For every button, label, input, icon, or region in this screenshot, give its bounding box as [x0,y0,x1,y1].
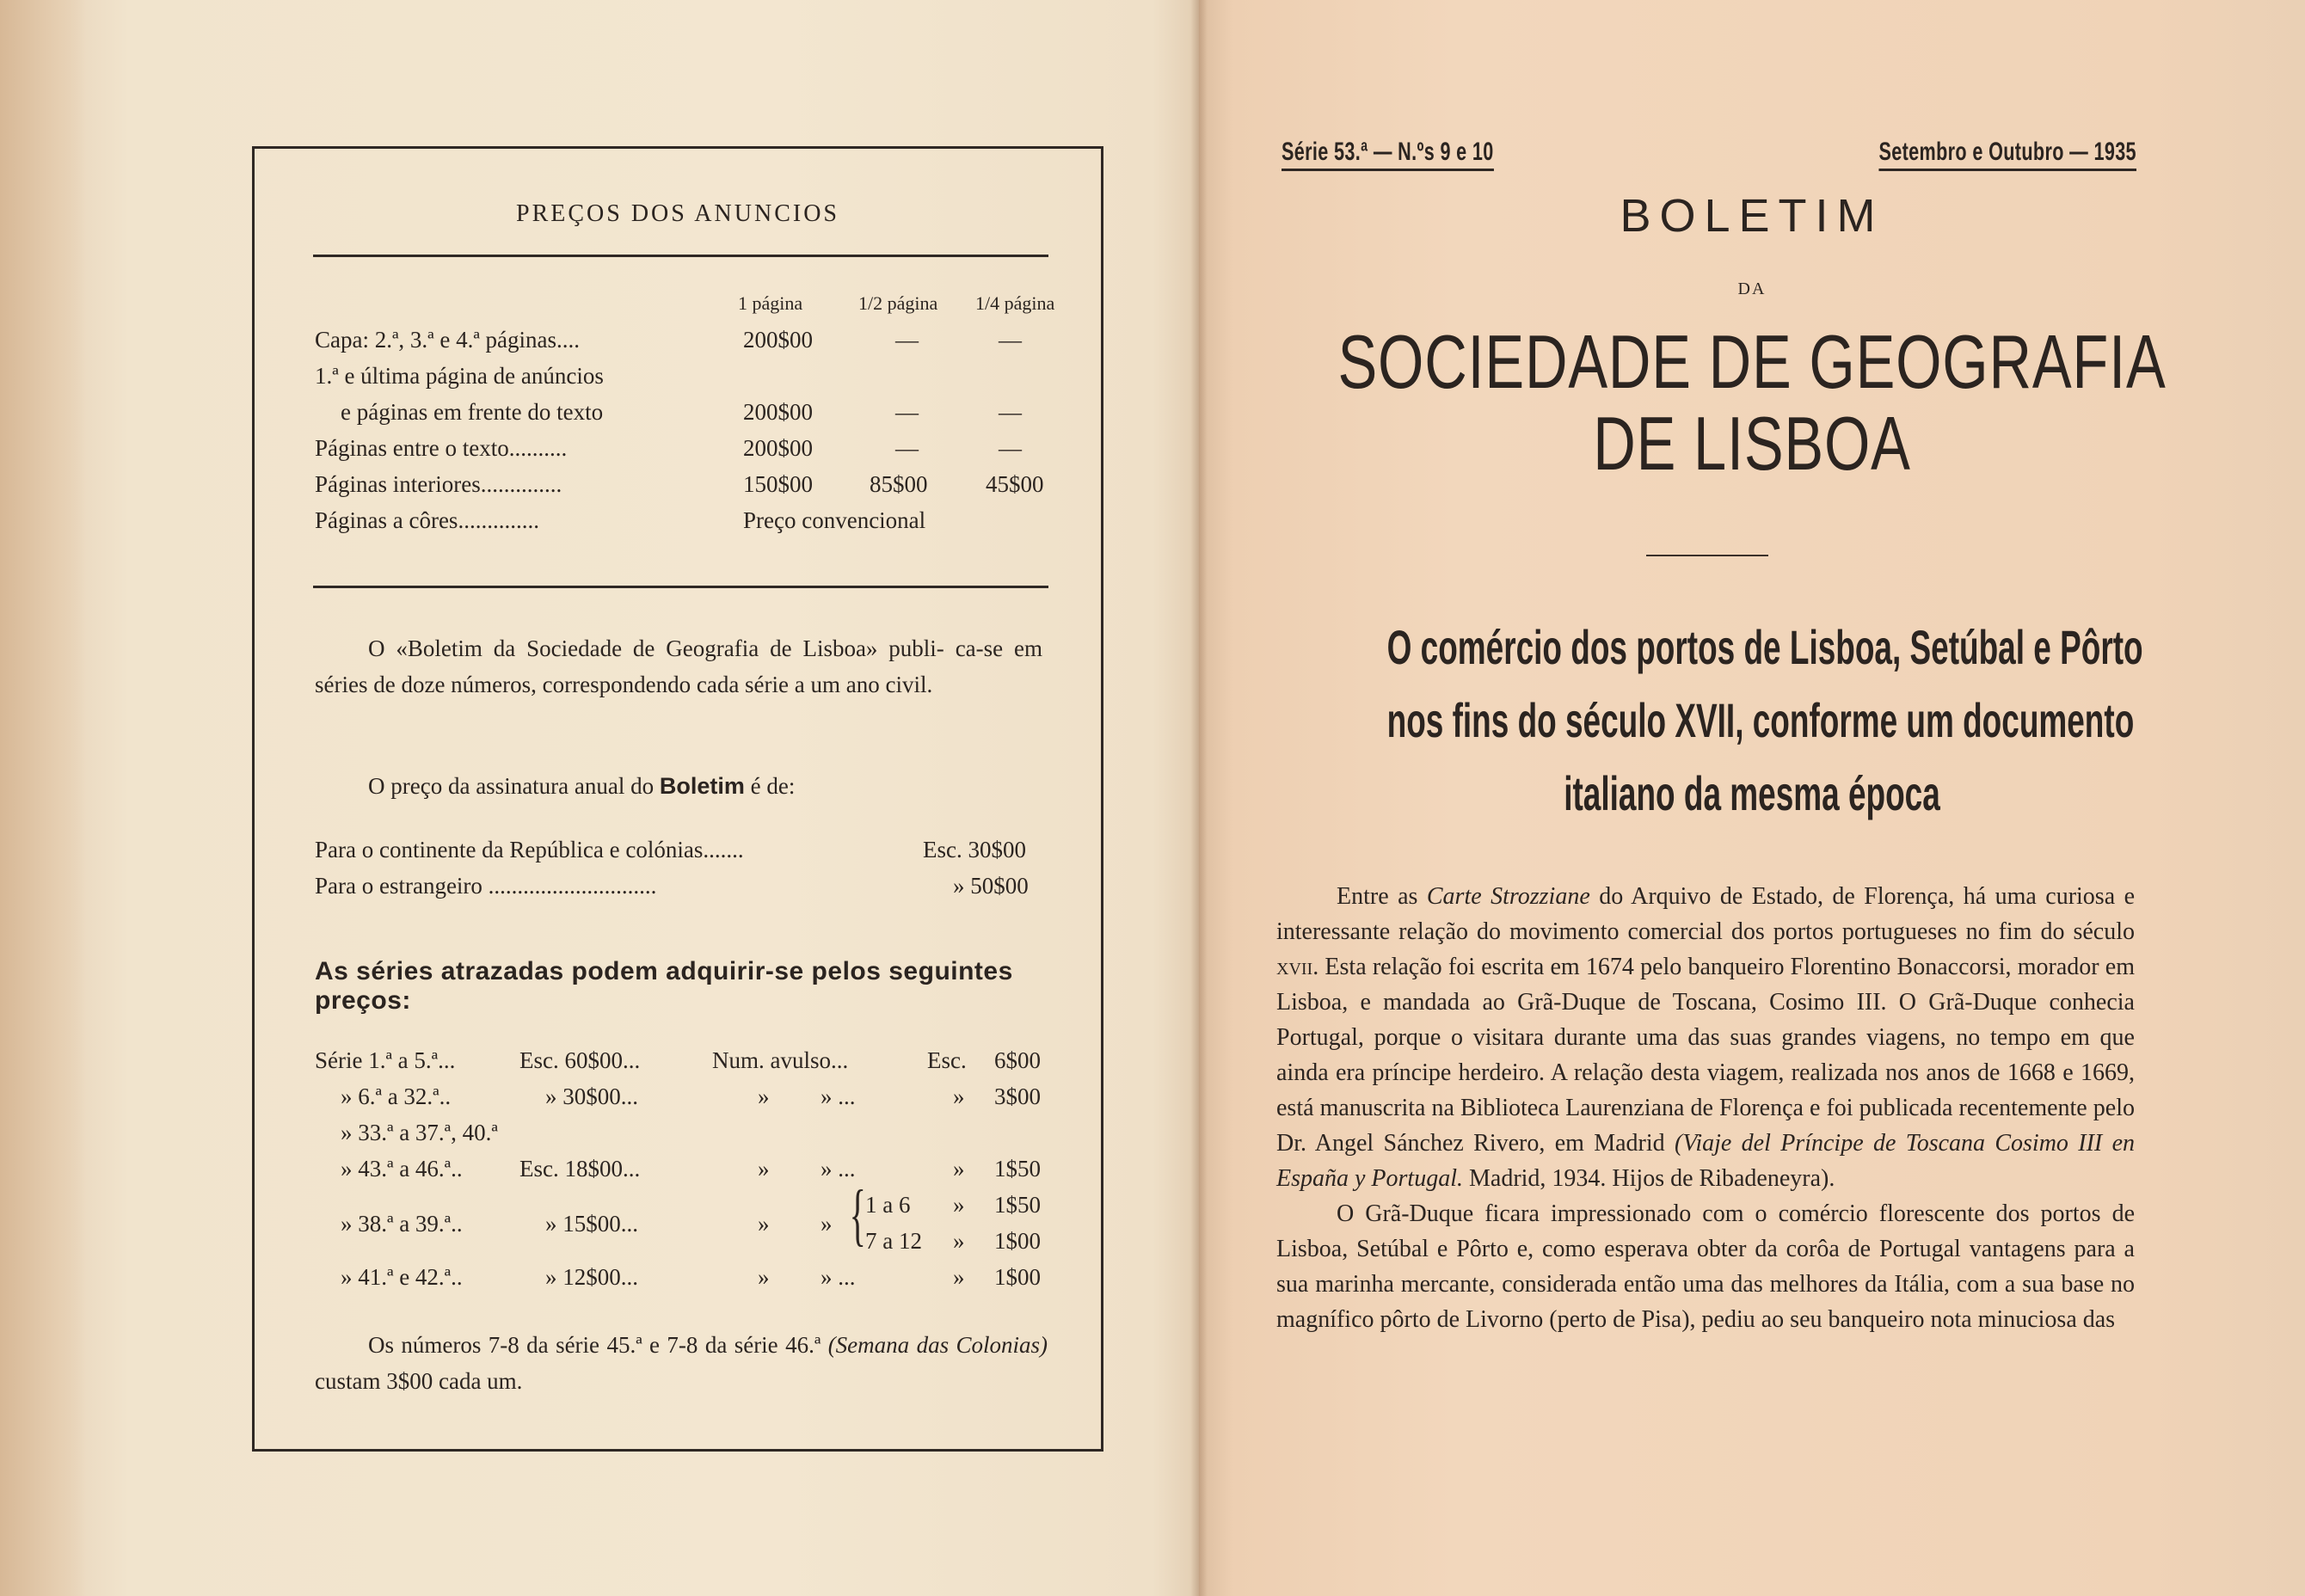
para-text: é de: [744,773,796,799]
advertising-prices-box [252,146,1103,1452]
footnote-italic: (Semana [827,1332,910,1358]
footnote-text: Os números 7-8 da série 45.ª e 7-8 da série 46.ª [368,1332,828,1358]
article-title-line3: italiano da mesma época [1564,766,1940,820]
body-smallcaps: xvii [1276,954,1313,980]
single-issue-price: 6$00 [994,1047,1041,1073]
society-name-line1: SOCIEDADE DE GEOGRAFIA [1337,319,2167,404]
para-line: a um ano civil. [794,672,933,697]
single-issue-label: Num. avulso... [712,1047,849,1073]
table-row [315,327,1072,361]
body-italic: (Viaje del Príncipe de Toscana Cosimo III en España y Portugal. [1276,1130,2135,1192]
prices-title: PREÇOS DOS ANUNCIOS [516,200,839,227]
series-price: Esc. 60$00... [519,1047,641,1073]
ditto: » [758,1264,770,1290]
footnote-paragraph [315,1327,1048,1399]
ditto: » [953,1083,965,1109]
series-range: Série 1.ª a 5.ª... [315,1047,456,1073]
subscription-row [315,837,1046,871]
issue-range: 1 a 6 [865,1192,911,1218]
ditto: » [953,1156,965,1182]
row-label: Páginas interiores.............. [315,471,562,497]
journal-connector: DA [1737,279,1767,298]
society-name-line2: DE LISBOA [1593,401,1911,486]
row-quarter-price: 45$00 [986,471,1044,497]
ditto: » [953,1264,965,1290]
row-half-price: — [895,327,919,353]
ditto: » [821,1211,833,1237]
ditto: » ... [821,1156,856,1182]
table-row [315,471,1072,506]
back-series-heading: As séries atrazadas podem adquirir-se pelos seguintes preços: [315,957,1013,1015]
ditto: » ... [821,1264,856,1290]
article-title-line1: O comércio dos portos de Lisboa, Setúbal e Pôrto [1386,620,2143,674]
single-issue-price: 1$00 [994,1264,1041,1290]
para-line: O «Boletim da Sociedade de Geografia de Lisboa» publi- [368,635,944,661]
ditto: » [953,1192,965,1218]
row-quarter-price: — [999,327,1022,353]
para-bold-text: Boletim [659,773,745,799]
subscription-price: » 50$00 [953,873,1029,899]
table-row [315,435,1072,470]
body-italic: Carte Strozziane [1426,883,1590,910]
subscription-paragraph [368,768,1056,804]
body-text: Entre as [1337,883,1427,910]
row-quarter-price: — [999,399,1022,425]
body-text: . Esta relação foi escrita em 1674 pelo banqueiro Florentino Bonaccorsi, morador em Lisboa, e mandada ao Grã-Duque de Toscana, Cosimo III. O Grã-Duque conhecia Portugal, porque o visitara durante uma das suas grandes viagens, no tempo em que ainda era príncipe herdeiro. A relação desta viagem, realizada nos anos de 1668 e 1669, está manuscrita na Biblioteca Laurenziana de Florença e foi publicada recentemente pelo Dr. Angel Sánchez Rivero, em Madrid [1276,954,2135,1157]
row-label: Páginas entre o texto.......... [315,435,568,461]
row-full-price: 200$00 [743,399,813,425]
series-price: » 12$00... [545,1264,638,1290]
series-range: » 38.ª a 39.ª.. [341,1211,463,1237]
body-text: Madrid, 1934. Hijos de Ribadeneyra). [1463,1165,1835,1192]
subscription-label: Para o continente da República e colónias....... [315,837,744,862]
header-quarter-page: 1/4 página [975,292,1055,314]
table-row [315,507,1072,542]
para-text: O preço da assinatura anual do [368,773,660,799]
row-quarter-price: — [999,435,1022,461]
row-full-price: 200$00 [743,435,813,461]
article-body [1276,879,2135,1337]
issue-range: 7 a 12 [865,1228,922,1254]
row-label: Páginas a côres.............. [315,507,539,533]
row-label: Capa: 2.ª, 3.ª e 4.ª páginas.... [315,327,581,353]
series-price: » 15$00... [545,1211,638,1237]
divider [313,586,1048,588]
row-full-price: 150$00 [743,471,813,497]
single-issue-currency: Esc. [927,1047,967,1073]
left-page-edge [0,0,86,1596]
table-row [315,399,1072,433]
issue-date: Setembro e Outubro — 1935 [1879,138,2136,171]
footnote-text: custam 3$00 cada um. [315,1368,523,1394]
ditto: » [758,1156,770,1182]
curly-brace: { [849,1177,866,1253]
row-full-price: 200$00 [743,327,813,353]
single-issue-price: 1$50 [994,1192,1041,1218]
subscription-row [315,873,1046,907]
journal-name: BOLETIM [1620,190,1884,242]
series-range: » 43.ª a 46.ª.. [341,1156,463,1182]
header-full-page: 1 página [738,292,803,314]
table-row [315,363,1072,397]
row-half-price: — [895,435,919,461]
header-half-page: 1/2 página [858,292,938,314]
row-half-price: — [895,399,919,425]
issue-series-number: Série 53.ª — N.ºs 9 e 10 [1282,138,1494,171]
series-price: Esc. 18$00... [519,1156,641,1182]
table-header-row [315,292,1072,327]
footnote-italic: das Colonias) [916,1332,1048,1358]
series-range: » 6.ª a 32.ª.. [341,1083,452,1109]
single-issue-price: 1$50 [994,1156,1041,1182]
para-line: ca-se em séries de doze números, correspondendo cada série [315,635,1042,697]
ditto: » [758,1083,770,1109]
row-label: 1.ª e última página de anúncios [315,363,604,389]
article-title-line2: nos fins do século XVII, conforme um documento [1386,693,2135,747]
subscription-label: Para o estrangeiro ............................. [315,873,657,899]
series-price: » 30$00... [545,1083,638,1109]
divider [1646,555,1768,556]
subscription-price: Esc. 30$00 [923,837,1026,862]
single-issue-price: 1$00 [994,1228,1041,1254]
article-paragraph [1276,879,2135,1196]
body-text: do Arquivo de Estado, de Florença, há uma curiosa e interessante relação do movimento comercial dos portos portugueses no fim do século [1276,883,2135,945]
row-half-price: 85$00 [870,471,928,497]
ditto: » [758,1211,770,1237]
series-info-paragraph [315,630,1042,703]
row-label: e páginas em frente do texto [341,399,604,425]
article-paragraph: O Grã-Duque ficara impressionado com o comércio florescente dos portos de Lisboa, Setúbal e Pôrto e, como esperava obter da corôa de Portugal vantagens para a sua marinha mercante, considerada então uma das melhores da Itália, com a sua base no magnífico pôrto de Livorno (perto de Pisa), pediu ao seu banqueiro nota minuciosa das [1276,1200,2135,1333]
divider [313,255,1048,257]
series-range: » 33.ª a 37.ª, 40.ª [341,1120,498,1145]
ditto: » [953,1228,965,1254]
ditto: » ... [821,1083,856,1109]
row-full-price: Preço convencional [743,507,926,533]
single-issue-price: 3$00 [994,1083,1041,1109]
series-range: » 41.ª e 42.ª.. [341,1264,463,1290]
